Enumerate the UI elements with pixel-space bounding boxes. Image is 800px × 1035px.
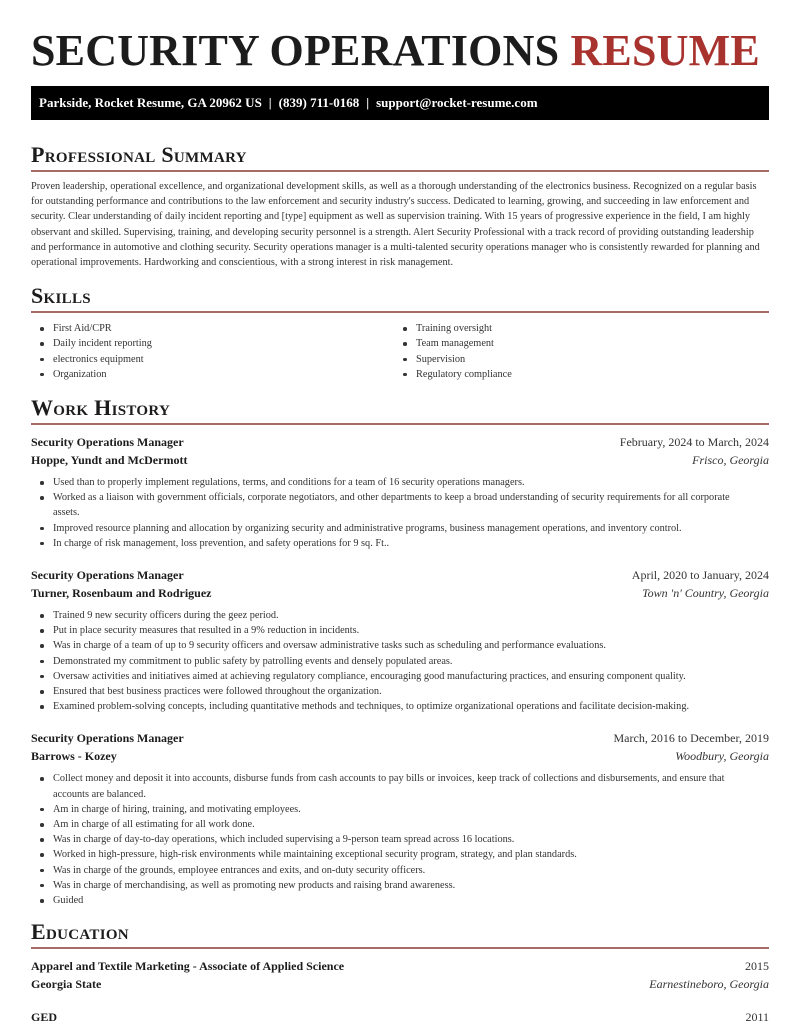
education-header-row xyxy=(31,957,769,975)
section-heading-education: Education xyxy=(31,919,769,949)
job-bullet: Was in charge of a team of up to 9 security officers and oversaw administrative tasks such as scheduling and performance evaluations. xyxy=(31,638,751,653)
job-entry xyxy=(31,433,769,551)
education-header-row xyxy=(31,1008,769,1026)
job-bullet: Was in charge of the grounds, employee entrances and exits, and on-duty security officers. xyxy=(31,863,751,878)
skills-column-left xyxy=(31,321,394,382)
job-bullets xyxy=(31,475,769,551)
section-heading-summary: Professional Summary xyxy=(31,142,769,172)
job-bullet: Was in charge of merchandising, as well as promoting new products and raising brand awareness. xyxy=(31,878,751,893)
job-bullets xyxy=(31,608,769,714)
job-company-row xyxy=(31,451,769,469)
summary-text: Proven leadership, operational excellence, and organizational development skills, as well as a thorough understanding of the electronics business. Recognized on a regular basis for outstanding performance and contributions to the law enforcement and security industry's success. Dedicated to learning, growing, and succeeding in law enforcement and security. Clear understanding of daily incident reporting and [type] equipment as well as supervision training. With 15 years of progressive experience in the field, I am highly observant and skilled. Supervising, training, and developing security personnel is a strength. Alert Security Professional with a track record of providing outstanding leadership and performance in automotive and clothing security. Security operations manager is a multi-talented security operations manager who is consistently rewarded for planning and operational improvements. Hardworking and conscientious, with a strong interest in risk management. xyxy=(31,181,760,269)
job-company-row xyxy=(31,584,769,602)
education-entry xyxy=(31,1008,769,1026)
job-bullets xyxy=(31,771,769,908)
education-degree: Apparel and Textile Marketing - Associate of Applied Science xyxy=(31,959,345,974)
education-location: Earnestineboro, Georgia xyxy=(649,977,769,992)
job-bullet: Trained 9 new security officers during the geez period. xyxy=(31,608,751,623)
contact-separator: | xyxy=(366,95,370,110)
title-main: SECURITY OPERATIONS xyxy=(31,26,560,75)
education-school: Georgia State xyxy=(31,977,102,992)
job-location: Town 'n' Country, Georgia xyxy=(642,586,769,601)
skill-item: electronics equipment xyxy=(31,352,394,367)
job-title: Security Operations Manager xyxy=(31,731,184,746)
skills-list xyxy=(31,321,769,382)
job-bullet: Improved resource planning and allocation by organizing security and administrative programs, business management operations, and inventory control. xyxy=(31,521,751,536)
job-bullet: Guided xyxy=(31,893,751,908)
title-accent: RESUME xyxy=(570,26,760,75)
job-bullet: Am in charge of hiring, training, and motivating employees. xyxy=(31,802,751,817)
skill-item: Training oversight xyxy=(394,321,757,336)
job-bullet: Put in place security measures that resulted in a 9% reduction in incidents. xyxy=(31,623,751,638)
education-degree: GED xyxy=(31,1010,58,1025)
contact-address: Parkside, Rocket Resume, GA 20962 US xyxy=(39,95,262,110)
job-bullet: Worked in high-pressure, high-risk environments while maintaining exceptional security program, strategy, and plan standards. xyxy=(31,847,751,862)
job-bullet: In charge of risk management, loss prevention, and safety operations for 9 sq. Ft.. xyxy=(31,536,751,551)
section-heading-work-history: Work History xyxy=(31,395,769,425)
skill-item: Daily incident reporting xyxy=(31,336,394,351)
education-school-row xyxy=(31,975,769,993)
skills-column-right xyxy=(394,321,757,382)
job-location: Woodbury, Georgia xyxy=(675,749,769,764)
section-heading-skills: Skills xyxy=(31,283,769,313)
job-bullet: Used than to properly implement regulations, terms, and conditions for a team of 16 security operations managers. xyxy=(31,475,751,490)
skill-item: First Aid/CPR xyxy=(31,321,394,336)
job-company-row xyxy=(31,747,769,765)
job-location: Frisco, Georgia xyxy=(692,453,769,468)
job-bullet: Oversaw activities and initiatives aimed at achieving regulatory compliance, encouraging good manufacturing practices, and ensuring component quality. xyxy=(31,669,751,684)
job-bullet: Worked as a liaison with government officials, corporate negotiators, and other departments to keep a broad understanding of security requirements for all corporate assets. xyxy=(31,490,751,520)
job-bullet: Collect money and deposit it into accounts, disburse funds from cash accounts to pay bills or invoices, keep track of collections and disbursements, and ensure that accounts are balanced. xyxy=(31,771,751,801)
job-dates: April, 2020 to January, 2024 xyxy=(631,568,769,583)
job-bullet: Ensured that best business practices were followed throughout the organization. xyxy=(31,684,751,699)
education-year: 2011 xyxy=(745,1010,769,1025)
education-entry xyxy=(31,957,769,993)
skill-item: Supervision xyxy=(394,352,757,367)
job-entry xyxy=(31,729,769,908)
job-bullet: Examined problem-solving concepts, including quantitative methods and techniques, to optimize organizational operations and facilitate decision-making. xyxy=(31,699,751,714)
skill-item: Organization xyxy=(31,367,394,382)
job-entry xyxy=(31,566,769,714)
job-title: Security Operations Manager xyxy=(31,568,184,583)
job-dates: March, 2016 to December, 2019 xyxy=(613,731,769,746)
job-company: Barrows - Kozey xyxy=(31,749,117,764)
contact-separator: | xyxy=(268,95,272,110)
job-dates: February, 2024 to March, 2024 xyxy=(619,435,769,450)
job-bullet: Am in charge of all estimating for all work done. xyxy=(31,817,751,832)
job-header-row xyxy=(31,433,769,451)
job-company: Hoppe, Yundt and McDermott xyxy=(31,453,188,468)
job-company: Turner, Rosenbaum and Rodriguez xyxy=(31,586,212,601)
education-year: 2015 xyxy=(745,959,769,974)
job-bullet: Demonstrated my commitment to public safety by patrolling events and densely populated areas. xyxy=(31,654,751,669)
skill-item: Team management xyxy=(394,336,757,351)
job-header-row xyxy=(31,729,769,747)
contact-bar xyxy=(31,86,769,120)
contact-phone: (839) 711-0168 xyxy=(278,95,360,110)
job-header-row xyxy=(31,566,769,584)
job-bullet: Was in charge of day-to-day operations, which included supervising a 9-person team spread across 16 locations. xyxy=(31,832,751,847)
contact-email: support@rocket-resume.com xyxy=(376,95,538,110)
skill-item: Regulatory compliance xyxy=(394,367,757,382)
resume-title xyxy=(31,0,769,73)
job-title: Security Operations Manager xyxy=(31,435,184,450)
